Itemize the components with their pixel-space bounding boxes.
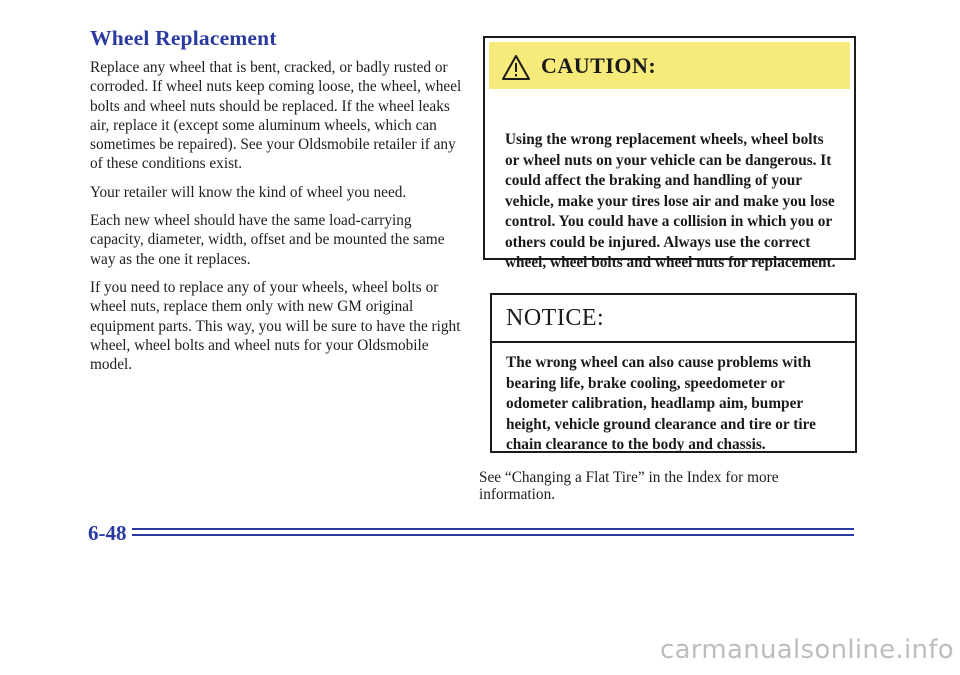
footer-rule — [132, 534, 854, 536]
caution-heading: CAUTION: — [541, 52, 657, 78]
watermark[interactable]: carmanualsonline.info — [659, 635, 954, 665]
warning-triangle-icon — [501, 54, 531, 81]
paragraph: Replace any wheel that is bent, cracked, or badly rusted or corroded. If wheel nuts keep coming loose, the wheel, wheel bolts and wheel nuts should be replaced. If the wheel leaks air, replace it (except some aluminum wheels, which can sometimes be repaired). See your Oldsmobile retailer if any of these conditions exist. — [90, 59, 462, 173]
section-title: Wheel Replacement — [90, 26, 277, 50]
caution-box — [483, 36, 856, 271]
paragraph: Each new wheel should have the same load-carrying capacity, diameter, width, offset and be mounted the same way as the one it replaces. — [90, 212, 445, 268]
see-also-text: See “Changing a Flat Tire” in the Index for more information. — [479, 469, 779, 503]
left-column — [90, 26, 465, 383]
footer-rule — [132, 528, 854, 530]
notice-box — [490, 293, 857, 453]
caution-text: Using the wrong replacement wheels, wheel bolts or wheel nuts on your vehicle can be dangerous. It could affect the braking and handling of your vehicle, make your tires lose air and make you lose control. You could have a collision in which you or others could be injured. Always use the correct wheel, wheel bolts and wheel nuts for replacement. — [505, 131, 836, 271]
paragraph: If you need to replace any of your wheels, wheel bolts or wheel nuts, replace them only with new GM original equipment parts. This way, you will be sure to have the right wheel, wheel bolts and wheel nuts for your Oldsmobile model. — [90, 278, 461, 374]
notice-text: The wrong wheel can also cause problems with bearing life, brake cooling, speedometer or odometer calibration, headlamp aim, bumper height, vehicle ground clearance and tire or tire chain clearance to the body and chassis. — [506, 354, 816, 453]
caution-header — [489, 42, 850, 89]
page-number: 6-48 — [88, 521, 127, 545]
paragraph: Your retailer will know the kind of wheel you need. — [90, 183, 407, 201]
notice-heading: NOTICE: — [506, 304, 605, 331]
notice-header — [492, 295, 855, 343]
